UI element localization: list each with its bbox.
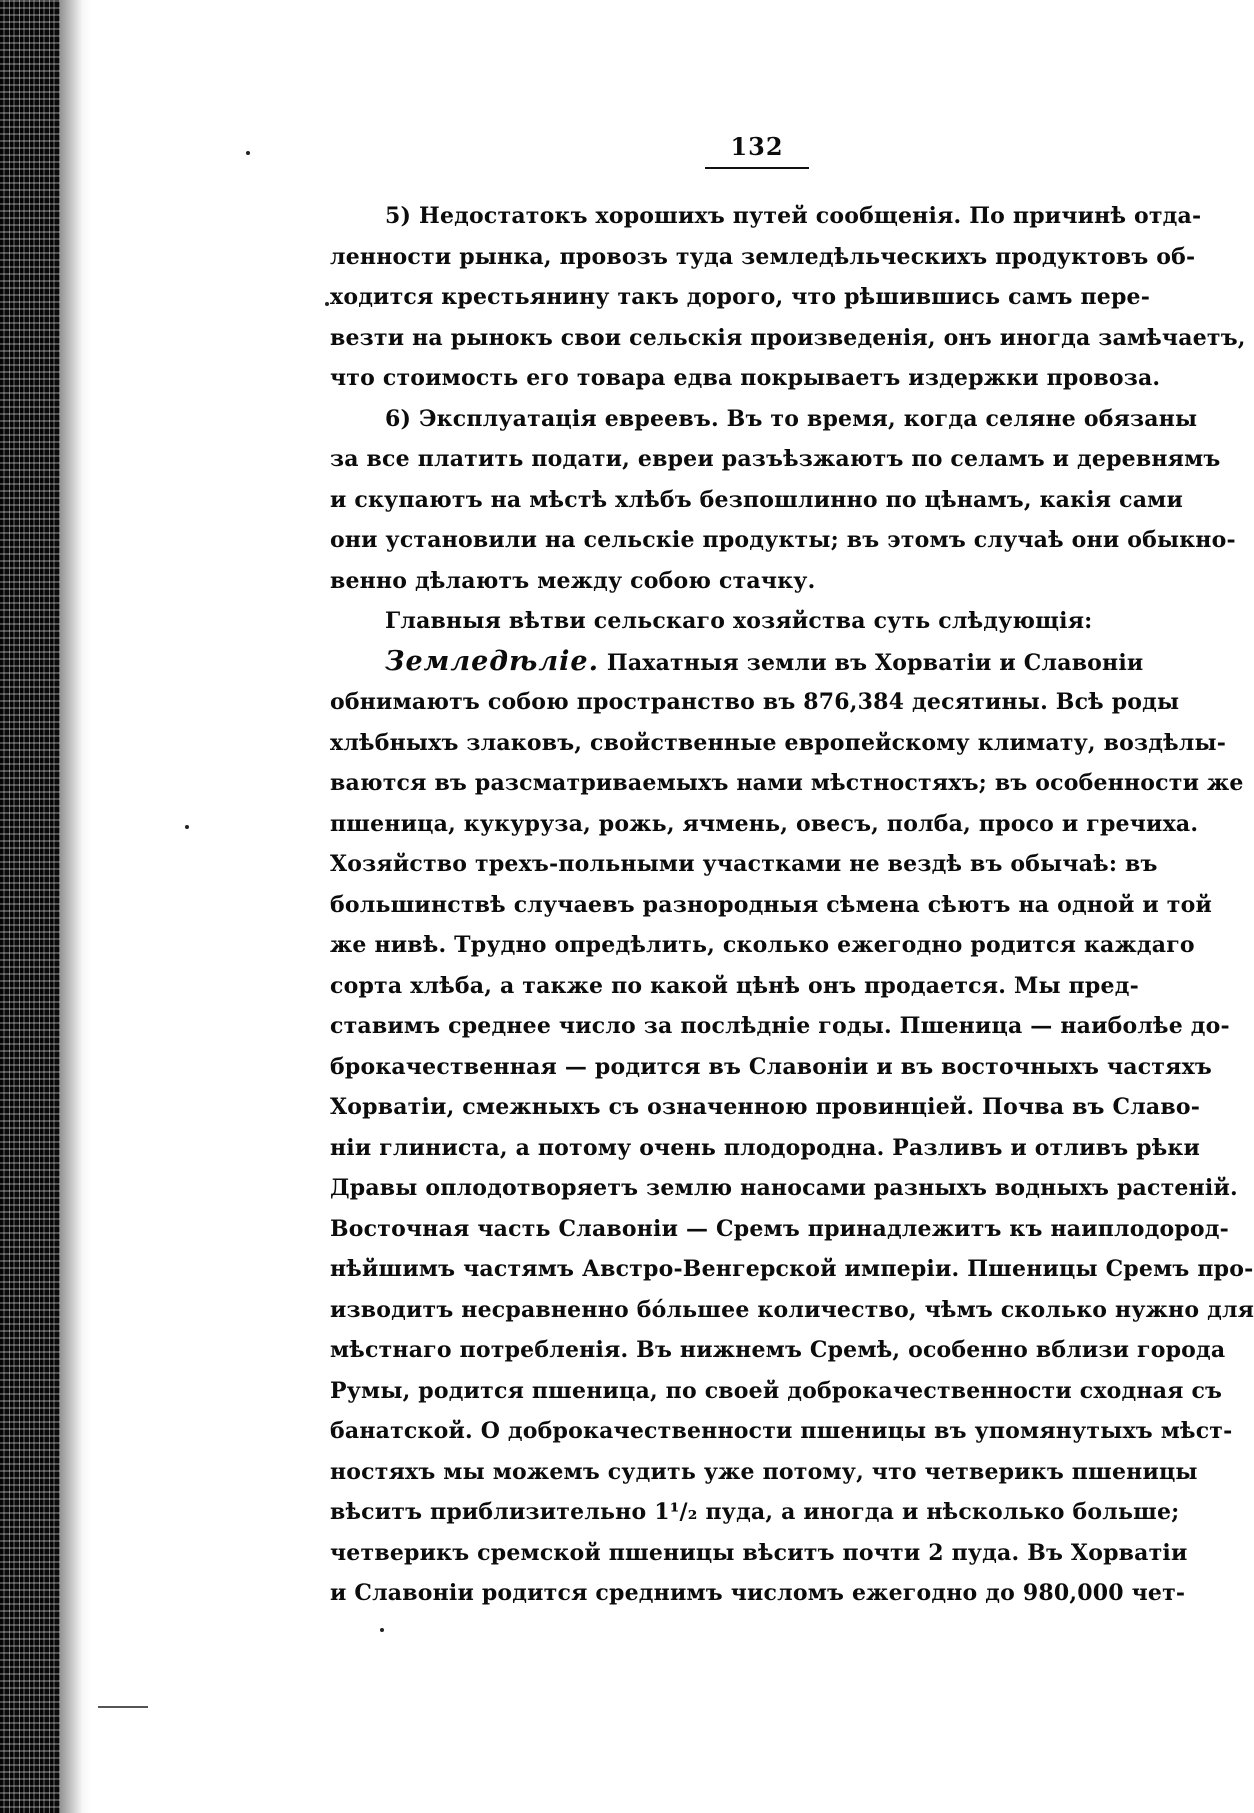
text-line bbox=[330, 399, 1198, 440]
text-line-content: мѣстнаго потребленія. Въ нижнемъ Сремѣ, особенно вблизи города bbox=[330, 1337, 1226, 1363]
text-line bbox=[330, 1128, 1200, 1169]
text-line bbox=[330, 358, 1161, 399]
text-line-content: Восточная часть Славоніи — Сремъ принадлежитъ къ наиплодород- bbox=[330, 1215, 1229, 1242]
binding-shadow bbox=[60, 0, 92, 1813]
text-line bbox=[330, 601, 1138, 642]
text-line-content: Хозяйство трехъ-польными участками не вездѣ въ обычаѣ: въ bbox=[330, 851, 1158, 877]
text-line-content: что стоимость его товара едва покрываетъ издержки провоза. bbox=[330, 365, 1161, 391]
text-line bbox=[330, 1209, 1229, 1250]
text-line-content: изводитъ несравненно бо́льшее количество, чѣмъ сколько нужно для bbox=[330, 1296, 1254, 1323]
text-line bbox=[330, 196, 1202, 237]
text-line-content: ходится крестьянину такъ дорого, что рѣшившись самъ пере- bbox=[330, 284, 1151, 310]
text-line-content: и Славоніи родится среднимъ числомъ ежегодно до 980,000 чет- bbox=[330, 1580, 1186, 1606]
text-line-content: они установили на сельскіе продукты; въ этомъ случаѣ они обыкно- bbox=[330, 527, 1236, 553]
text-line-content: брокачественная — родится въ Славоніи и въ восточныхъ частяхъ bbox=[330, 1053, 1212, 1080]
text-line bbox=[330, 480, 1183, 521]
page-number: 132 bbox=[730, 132, 784, 161]
text-line bbox=[330, 520, 1236, 561]
text-line bbox=[330, 1452, 1198, 1493]
text-line-content: везти на рынокъ свои сельскія произведенія, онъ иногда замѣчаетъ, bbox=[330, 324, 1246, 351]
text-line-content: 6) Эксплуатація евреевъ. Въ то время, когда селяне обязаны bbox=[385, 405, 1198, 432]
margin-rule bbox=[98, 1706, 148, 1708]
text-line bbox=[330, 277, 1151, 318]
margin-speck bbox=[185, 825, 189, 829]
text-line bbox=[330, 439, 1221, 480]
text-line bbox=[330, 804, 1199, 845]
text-line bbox=[330, 1411, 1233, 1452]
page-body-text bbox=[330, 196, 1254, 1614]
scanned-binding-edge bbox=[0, 0, 60, 1813]
text-line-content: ставимъ среднее число за послѣдніе годы. Пшеница — наиболѣе до- bbox=[330, 1013, 1230, 1039]
text-line bbox=[330, 1006, 1230, 1047]
text-line bbox=[330, 1330, 1226, 1371]
text-line bbox=[330, 885, 1212, 926]
margin-speck bbox=[325, 302, 329, 306]
text-line-content: за все платить подати, евреи разъѣзжаютъ по селамъ и деревнямъ bbox=[330, 446, 1221, 472]
text-line-content: четверикъ сремской пшеницы вѣситъ почти 2 пуда. Въ Хорватіи bbox=[330, 1539, 1188, 1566]
text-line-content: ностяхъ мы можемъ судить уже потому, что четверикъ пшеницы bbox=[330, 1458, 1198, 1485]
text-line-content: ніи глиниста, а потому очень плодородна. Разливъ и отливъ рѣки bbox=[330, 1134, 1200, 1161]
text-line bbox=[330, 1087, 1201, 1128]
text-line-content: хлѣбныхъ злаковъ, свойственные европейскому климату, воздѣлы- bbox=[330, 729, 1227, 756]
text-line bbox=[330, 966, 1138, 1007]
text-line-content: обнимаютъ собою пространство въ 876,384 десятины. Всѣ роды bbox=[330, 689, 1180, 715]
text-line-content: ваются въ разсматриваемыхъ нами мѣстностяхъ; въ особенности же bbox=[330, 770, 1244, 796]
text-line-content: большинствѣ случаевъ разнородныя сѣмена сѣютъ на одной и той bbox=[330, 891, 1212, 918]
text-line-content: же нивѣ. Трудно опредѣлить, сколько ежегодно родится каждаго bbox=[330, 932, 1195, 958]
text-line-content: Пахатныя земли въ Хорватіи и Славоніи bbox=[598, 649, 1144, 676]
text-line bbox=[330, 1168, 1238, 1209]
text-line-content: и скупаютъ на мѣстѣ хлѣбъ безпошлинно по цѣнамъ, какія сами bbox=[330, 486, 1183, 513]
text-line bbox=[330, 682, 1180, 723]
text-line-content: банатской. О доброкачественности пшеницы въ упомянутыхъ мѣст- bbox=[330, 1418, 1233, 1444]
margin-speck bbox=[246, 151, 250, 155]
text-line bbox=[330, 723, 1227, 764]
text-line-content: Румы, родится пшеница, по своей доброкачественности сходная съ bbox=[330, 1377, 1223, 1404]
text-line-content: Хорватіи, смежныхъ съ означенною провинціей. Почва въ Славо- bbox=[330, 1094, 1201, 1120]
text-line bbox=[330, 1047, 1212, 1088]
text-line bbox=[330, 1249, 1254, 1290]
text-line-content: 5) Недостатокъ хорошихъ путей сообщенія. По причинѣ отда- bbox=[385, 203, 1202, 229]
text-line-content: венно дѣлаютъ между собою стачку. bbox=[330, 567, 816, 594]
text-line bbox=[330, 844, 1158, 885]
text-line-content: вѣситъ приблизительно 1¹/₂ пуда, а иногда и нѣсколько больше; bbox=[330, 1499, 1180, 1525]
page-number-underline bbox=[705, 167, 809, 169]
text-line bbox=[330, 561, 1138, 602]
text-line-content: ленности рынка, провозъ туда земледѣльческихъ продуктовъ об- bbox=[330, 243, 1196, 270]
text-line bbox=[330, 1533, 1188, 1574]
text-line bbox=[330, 642, 1144, 683]
text-line-content: Дравы оплодотворяетъ землю наносами разныхъ водныхъ растеній. bbox=[330, 1175, 1238, 1201]
section-heading: Земледѣліе. bbox=[385, 645, 599, 677]
text-line bbox=[330, 925, 1195, 966]
text-line bbox=[330, 237, 1196, 278]
text-line-content: нѣйшимъ частямъ Австро-Венгерской имперіи. Пшеницы Сремъ про- bbox=[330, 1256, 1254, 1282]
text-line bbox=[330, 1573, 1186, 1614]
text-line bbox=[330, 318, 1246, 359]
text-line-content: пшеница, кукуруза, рожь, ячмень, овесъ, полба, просо и гречиха. bbox=[330, 810, 1199, 837]
text-line bbox=[330, 1492, 1180, 1533]
margin-speck bbox=[380, 1628, 384, 1632]
text-line bbox=[330, 1371, 1223, 1412]
text-line bbox=[330, 763, 1244, 804]
text-line-content: сорта хлѣба, а также по какой цѣнѣ онъ продается. Мы пред- bbox=[330, 972, 1139, 999]
text-line bbox=[330, 1290, 1254, 1331]
text-line-content: Главныя вѣтви сельскаго хозяйства суть слѣдующія: bbox=[385, 608, 1093, 634]
